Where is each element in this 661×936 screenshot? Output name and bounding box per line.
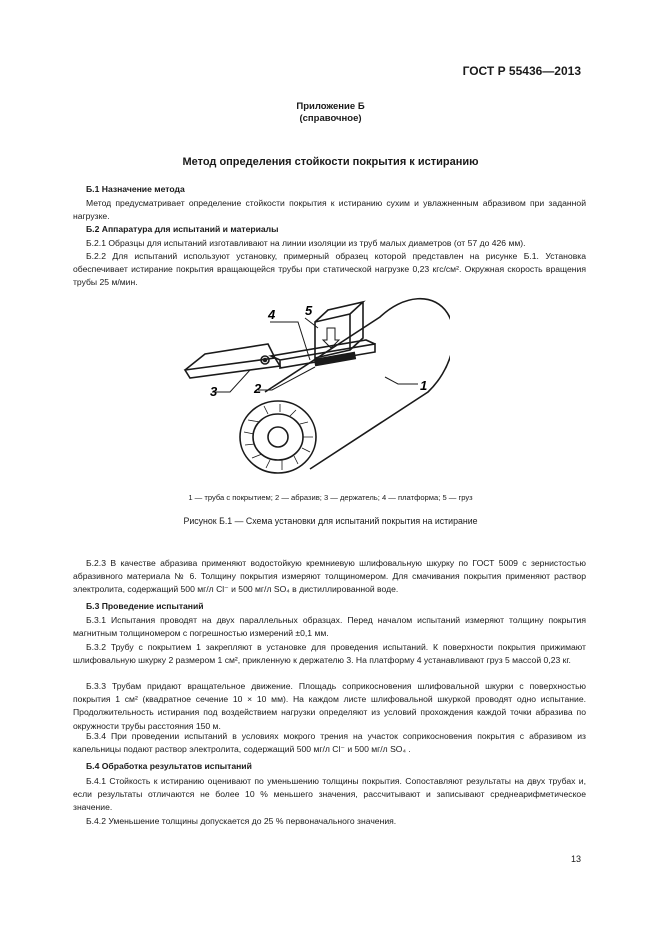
figure-label-3: 3 [210,384,218,399]
pipe-bore [268,427,288,447]
figure-label-5: 5 [305,303,313,318]
annex-title: Приложение Б [296,101,365,112]
figure-caption: Рисунок Б.1 — Схема установки для испытаний покрытия на истирание [183,516,478,526]
clause-b21: Б.2.1 Образцы для испытаний изготавливают на линии изоляции из труб малых диаметров (от 57 до 426 мм). [86,238,526,248]
clause-b42: Б.4.2 Уменьшение толщины допускается до 25 % первоначального значения. [86,816,397,826]
section-b4-heading: Б.4 Обработка результатов испытаний [86,761,252,771]
figure-legend: 1 — труба с покрытием; 2 — абразив; 3 — держатель; 4 — платформа; 5 — груз [188,493,473,502]
section-b1-paragraph: Метод предусматривает определение стойкости покрытия к истиранию сухим и увлажненным абразивом при заданной нагрузке. [73,198,586,222]
clause-b34: Б.3.4 При проведении испытаний в условиях мокрого трения на участок соприкосновения покрытия с абразивом из капельницы подают раствор электролита, содержащий 500 мг/л Cl⁻ и 500 мг/л SO₄ . [73,731,586,755]
figure-label-4: 4 [268,307,276,322]
page-number: 13 [570,854,581,864]
figure-label-2: 2 [254,381,262,396]
annex-subtitle: (справочное) [299,113,362,124]
section-b2-heading: Б.2 Аппаратура для испытаний и материалы [86,224,279,234]
clause-b22: Б.2.2 Для испытаний используют установку, примерный образец которой представлен на рисунке Б.1. Установка обеспечивает истирание покрытия вращающейся трубы при статической нагрузке 0,23 кгс/см². Окружная скорость вращения трубы 25 м/мин. [73,251,586,288]
test-setup-figure [170,292,450,482]
standard-number: ГОСТ Р 55436—2013 [462,64,581,78]
section-b1-heading: Б.1 Назначение метода [86,184,185,194]
abrasive [315,353,355,366]
section-b3-heading: Б.3 Проведение испытаний [86,601,204,611]
document-title: Метод определения стойкости покрытия к истиранию [182,156,479,168]
clause-b32: Б.3.2 Трубу с покрытием 1 закрепляют в установке для проведения испытаний. К поверхности покрытия прижимают шлифовальную шкурку 2 размером 1 см², прикленную к держателю 3. На платформу 4 устанавливают груз 5 массой 0,23 кг. [73,642,586,666]
figure-label-1: 1 [420,378,428,393]
clause-b33: Б.3.3 Трубам придают вращательное движение. Площадь соприкосновения шлифовальной шкурки с поверхностью покрытия 1 см² (квадратное сечение 10 × 10 мм). На каждом листе шлифовальной шкуркой проводят одно испытание. Продолжительность истирания под воздействием нагрузки определяют из условий прохождения каждой точки абразива по окружности трубы расстояния 150 м. [73,681,586,731]
clause-b41: Б.4.1 Стойкость к истиранию оценивают по уменьшению толщины покрытия. Сопоставляют результаты на двух трубах и, если результаты отличаются не более 10 % меньшего значения, рассчитывают и записывают среднеарифметическое значение. [73,776,586,813]
annex-heading [0,101,661,125]
pipe-end-inner [253,414,303,460]
clause-b31: Б.3.1 Испытания проводят на двух параллельных образцах. Перед началом испытаний измеряют толщину покрытия магнитным толщиномером с погрешностью измерений ±0,1 мм. [73,615,586,639]
clause-b23: Б.2.3 В качестве абразива применяют водостойкую кремниевую шлифовальную шкурку по ГОСТ 5009 с зернистостью абразивного материала № 6. Толщину покрытия измеряют толщиномером. Для смачивания покрытия применяют раствор электролита, содержащий 500 мг/л Cl⁻ и 500 мг/л SO₄ в дистиллированной воде. [73,558,586,595]
